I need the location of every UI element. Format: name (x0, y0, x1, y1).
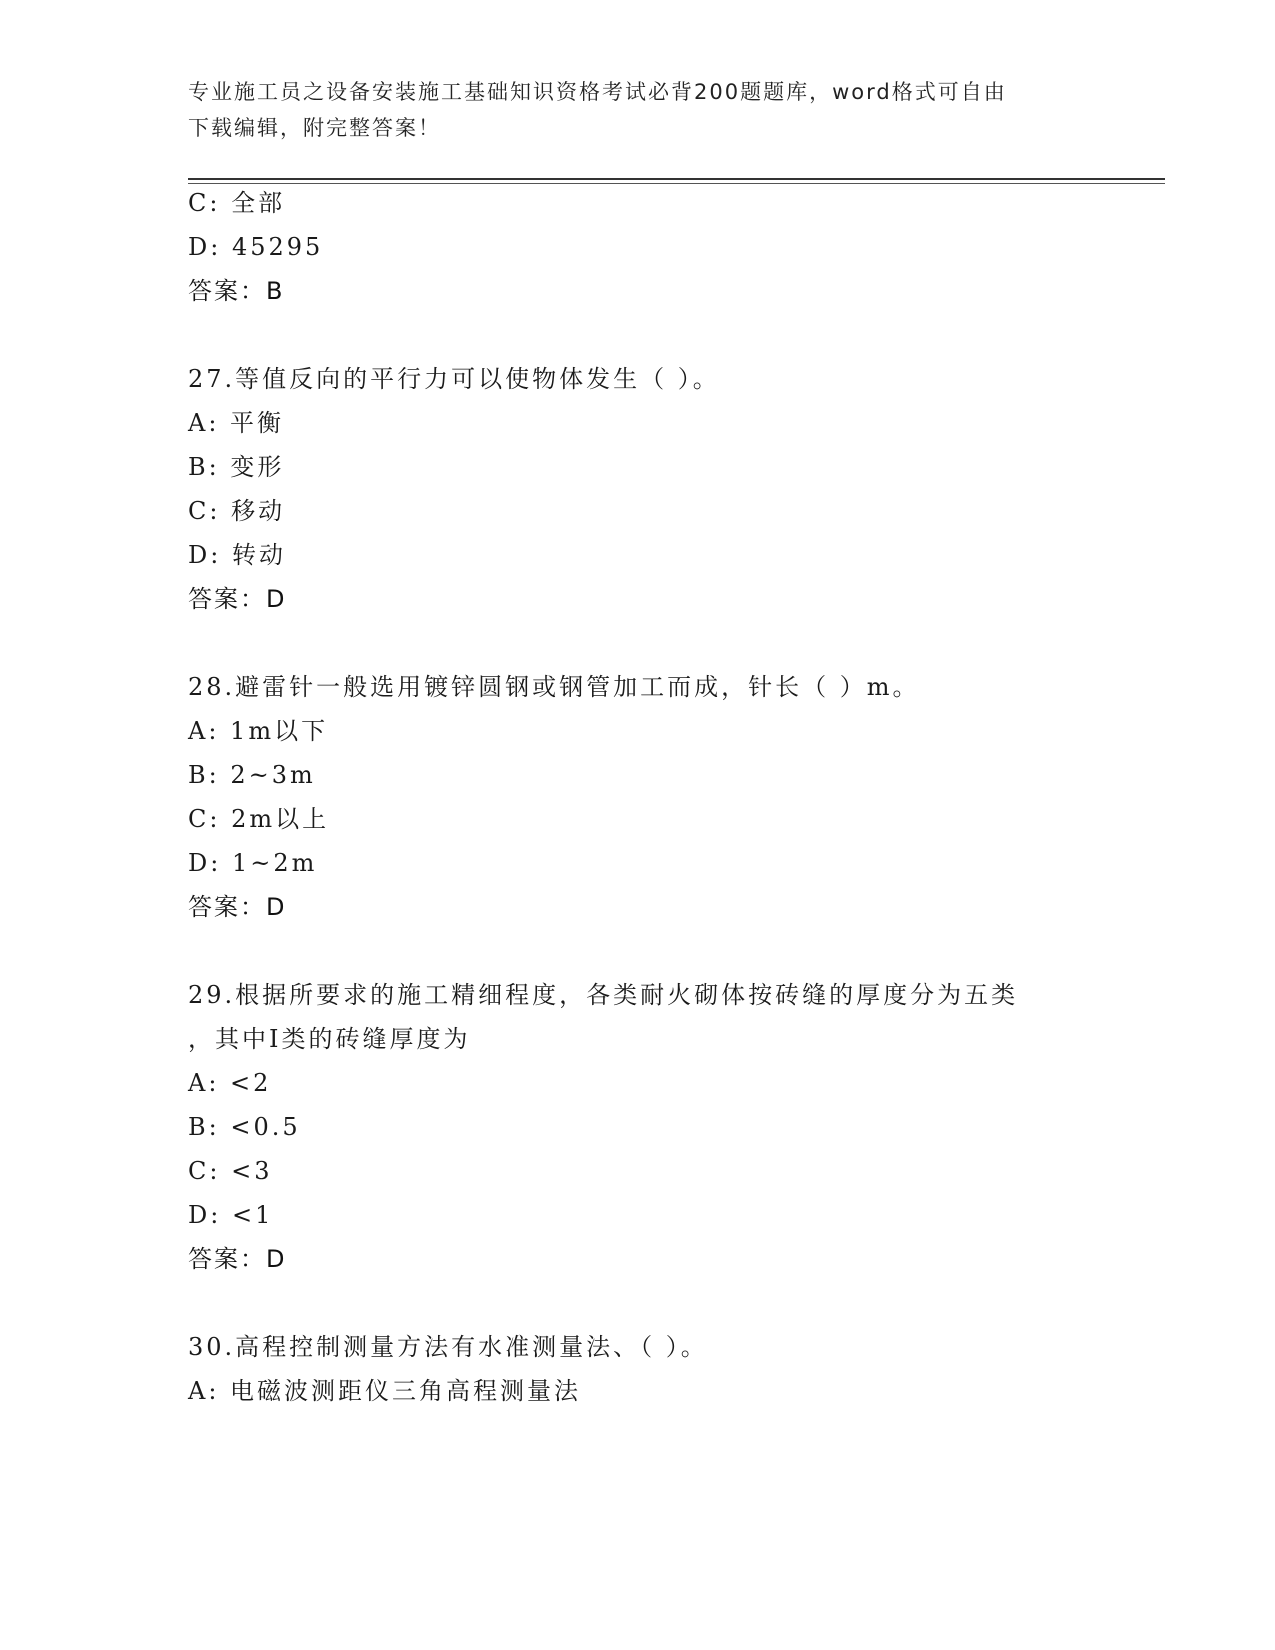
document-header (188, 74, 1088, 146)
q28-option-a: A: 1m以下 (188, 717, 329, 745)
q28-option-b: B: 2~3m (188, 761, 316, 789)
q26-option-c: C: 全部 (188, 189, 286, 217)
q29-option-c: C: <3 (188, 1157, 273, 1185)
q29-stem-line-2: ，其中I类的砖缝厚度为 (188, 1025, 471, 1053)
q28-option-c: C: 2m以上 (188, 805, 330, 833)
q27-option-c: C: 移动 (188, 497, 286, 525)
q27-answer: 答案：D (188, 585, 287, 613)
q29-option-d: D: <1 (188, 1201, 274, 1229)
q26-option-d: D: 45295 (188, 233, 324, 261)
header-line-2: 下载编辑，附完整答案！ (188, 116, 441, 140)
q28-option-d: D: 1~2m (188, 849, 318, 877)
q27-option-b: B: 变形 (188, 453, 285, 481)
q28-answer: 答案：D (188, 893, 287, 921)
q27-stem: 27.等值反向的平行力可以使物体发生（ ）。 (188, 365, 720, 393)
header-divider-thin (188, 183, 1165, 184)
q29-stem-line-1: 29.根据所要求的施工精细程度，各类耐火砌体按砖缝的厚度分为五类 (188, 981, 1019, 1009)
q26-answer: 答案：B (188, 277, 285, 305)
header-line-1: 专业施工员之设备安装施工基础知识资格考试必背200题题库，word格式可自由 (188, 80, 1007, 104)
header-divider-thick (188, 178, 1165, 180)
q27-option-d: D: 转动 (188, 541, 286, 569)
q28-stem: 28.避雷针一般选用镀锌圆钢或钢管加工而成，针长（ ）m。 (188, 673, 920, 701)
q27-option-a: A: 平衡 (188, 409, 285, 437)
q29-option-a: A: <2 (188, 1069, 272, 1097)
q30-option-a: A: 电磁波测距仪三角高程测量法 (188, 1377, 582, 1405)
q29-option-b: B: <0.5 (188, 1113, 301, 1141)
q30-stem: 30.高程控制测量方法有水准测量法、（ ）。 (188, 1333, 708, 1361)
q29-answer: 答案：D (188, 1245, 287, 1273)
